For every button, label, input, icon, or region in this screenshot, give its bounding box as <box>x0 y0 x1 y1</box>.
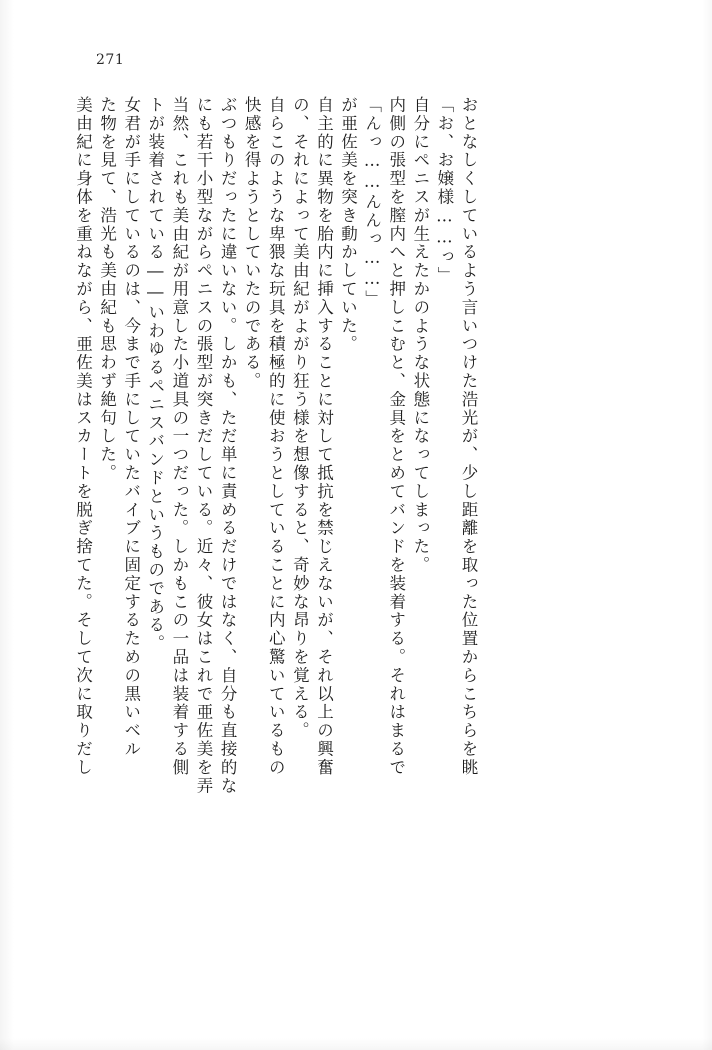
vertical-text-block <box>74 96 634 968</box>
text-column: 美由紀に身体を重ねながら、亜佐美はスカートを脱ぎ捨てた。そして次に取りだし <box>73 96 93 777</box>
scan-edge-left <box>0 0 14 1050</box>
text-column: 内側の張型を膣内へと押しこむと、金具をとめてバンドを装着する。それはまるで <box>386 96 406 777</box>
text-column: 女君が手にしているのは、今まで手にしていたバイブに固定するための黒いベル <box>121 96 141 759</box>
text-column: 「んっ……んんっ……」 <box>362 96 382 309</box>
text-column: が亜佐美を突き動かしていた。 <box>338 96 358 354</box>
text-column: 当然、これも美由紀が用意した小道具の一つだった。しかもこの一品は装着する側 <box>169 96 189 777</box>
text-column: ぶつもりだったに違いない。しかも、ただ単に責めるだけではなく、自分も直接的な <box>218 96 238 796</box>
text-column: た物を見て、浩光も美由紀も思わず絶句した。 <box>97 96 117 483</box>
text-column: 自分にペニスが生えたかのような状態になってしまった。 <box>410 96 430 575</box>
text-column: 「お、お嬢様……っ」 <box>434 96 454 285</box>
text-column: にも若干小型ながらペニスの張型が突きだしている。近々、彼女はこれで亜佐美を弄 <box>193 96 213 796</box>
text-column: 快感を得ようとしていたのである。 <box>242 96 262 391</box>
text-column: の、それによって美由紀がよがり狂う様を想像すると、奇妙な昂りを覚える。 <box>290 96 310 740</box>
text-column: トが装着されている――いわゆるペニスバンドというものである。 <box>145 96 165 653</box>
page-number: 271 <box>96 52 125 68</box>
scan-edge-right <box>702 0 712 1050</box>
scan-edge-bottom <box>0 1038 712 1050</box>
text-column: おとなしくしているよう言いつけた浩光が、少し距離を取った位置からこちらを眺 <box>459 96 478 777</box>
text-column: 自主的に異物を胎内に挿入することに対して抵抗を禁じえないが、それ以上の興奮 <box>314 96 334 777</box>
text-column: 自らこのような卑猥な玩具を積極的に使おうとしていることに内心驚いているもの <box>266 96 286 777</box>
